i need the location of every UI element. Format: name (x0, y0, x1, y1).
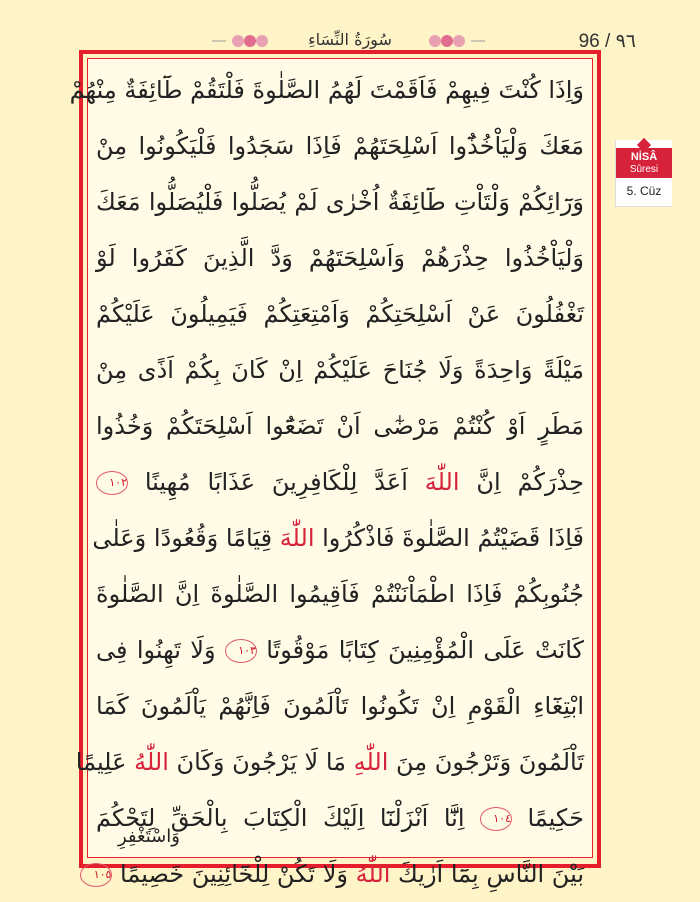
verse-text: تَاْلَمُونَ وَتَرْجُونَ مِنَ (388, 748, 584, 776)
left-ornament-icon (212, 33, 272, 49)
juz-label: 5. Cüz (626, 184, 662, 198)
divine-name: اللّٰهَ (279, 524, 315, 552)
verse-text: جُنُوبِكُمْ فَاِذَا اطْمَاْنَنْتُمْ فَاَقِيمُوا الصَّلٰوةَ اِنَّ الصَّلٰوةَ (96, 580, 584, 608)
verse-text: مَيْلَةً وَاحِدَةً وَلَا جُنَاحَ عَلَيْكُمْ اِنْ كَانَ بِكُمْ اَذًى مِنْ (96, 356, 584, 384)
verse-text: وَلْيَاْخُذُوا حِذْرَهُمْ وَاَسْلِحَتَهُمْ وَدَّ الَّذِينَ كَفَرُوا لَوْ (96, 244, 584, 272)
text-line (92, 510, 584, 566)
verse-text: مَا لَا يَرْجُونَ وَكَانَ (168, 748, 354, 776)
verse-text: وَاِذَا كُنْتَ فِيهِمْ فَاَقَمْتَ لَهُمُ الصَّلٰوةَ فَلْتَقُمْ طَٓائِفَةٌ مِنْهُمْ (69, 76, 584, 104)
divine-name: اللّٰهِ (353, 748, 389, 776)
catchword: وَاسْتَغْفِرِ (118, 826, 180, 847)
verse-text: مَعَكَ وَلْيَاْخُذُٓوا اَسْلِحَتَهُمْ فَاِذَا سَجَدُوا فَلْيَكُونُوا مِنْ (96, 132, 584, 160)
right-ornament-icon (425, 33, 485, 49)
verse-text: وَلَا تَهِنُوا فِى (96, 636, 225, 664)
divine-name: اللّٰهَ (424, 468, 460, 496)
divine-name: اللّٰهُ (355, 860, 391, 888)
text-line (96, 566, 584, 622)
text-line (96, 174, 584, 230)
text-line (93, 846, 584, 902)
page-number: 96 / ٩٦ (578, 31, 636, 52)
verse-text: حَكِيمًا (511, 804, 584, 832)
verse-text: بَيْنَ النَّاسِ بِمَٓا اَرٰيكَ (390, 860, 584, 888)
text-line (75, 734, 584, 790)
surah-name: NİSÂ (630, 151, 658, 163)
verse-text: وَرَٓائِكُمْ وَلْتَاْتِ طَٓائِفَةٌ اُخْرٰى لَمْ يُصَلُّوا فَلْيُصَلُّوا مَعَكَ (96, 188, 584, 216)
verse-text: اَعَدَّ لِلْكَافِرِينَ عَذَابًا مُهِينًا (128, 468, 425, 496)
verse-text: وَلَا تَكُنْ لِلْخَٓائِنِينَ خَصِيمًا (112, 860, 356, 888)
text-line (69, 62, 584, 118)
surah-label-box (616, 148, 672, 178)
text-line (96, 342, 584, 398)
ayah-number-marker: ١٠٥ (80, 863, 112, 887)
surah-side-tab[interactable] (615, 140, 672, 207)
verse-text: كَانَتْ عَلَى الْمُؤْمِنِينَ كِتَابًا مَوْقُوتًا (256, 636, 584, 664)
ayah-number-marker: ١٠٢ (96, 471, 128, 495)
text-line (96, 398, 584, 454)
text-line (96, 622, 584, 678)
surah-label: Sûresi (629, 164, 659, 175)
text-line (96, 286, 584, 342)
ayah-number-marker: ١٠٣ (225, 639, 257, 663)
verse-text: حِذْرَكُمْ اِنَّ (459, 468, 584, 496)
verse-text: قِيَامًا وَقُعُودًا وَعَلٰى (92, 524, 280, 552)
verse-text: تَغْفُلُونَ عَنْ اَسْلِحَتِكُمْ وَاَمْتِعَتِكُمْ فَيَمِيلُونَ عَلَيْكُمْ (96, 300, 584, 328)
verse-text: اِنَّٓا اَنْزَلْنَٓا اِلَيْكَ الْكِتَابَ بِالْحَقِّ لِتَحْكُمَ (96, 804, 480, 832)
ayah-number-marker: ١٠٤ (480, 807, 512, 831)
divine-name: اللّٰهُ (134, 748, 169, 776)
text-line (96, 230, 584, 286)
text-line (96, 454, 584, 510)
text-line (96, 118, 584, 174)
verse-text: فَاِذَا قَضَيْتُمُ الصَّلٰوةَ فَاذْكُرُوا (314, 524, 584, 552)
surah-title: سُورَةُ النِّسَاءِ (308, 30, 392, 49)
verse-text: ابْتِغَٓاءِ الْقَوْمِ اِنْ تَكُونُوا تَاْلَمُونَ فَاِنَّهُمْ يَاْلَمُونَ كَمَا (96, 692, 584, 720)
verse-text: عَلِيمًا (75, 748, 135, 776)
verse-text: مَطَرٍ اَوْ كُنْتُمْ مَرْضٰٓى اَنْ تَضَعُٓوا اَسْلِحَتَكُمْ وَخُذُوا (96, 412, 584, 440)
quran-text-block (69, 62, 584, 888)
text-line (96, 678, 584, 734)
